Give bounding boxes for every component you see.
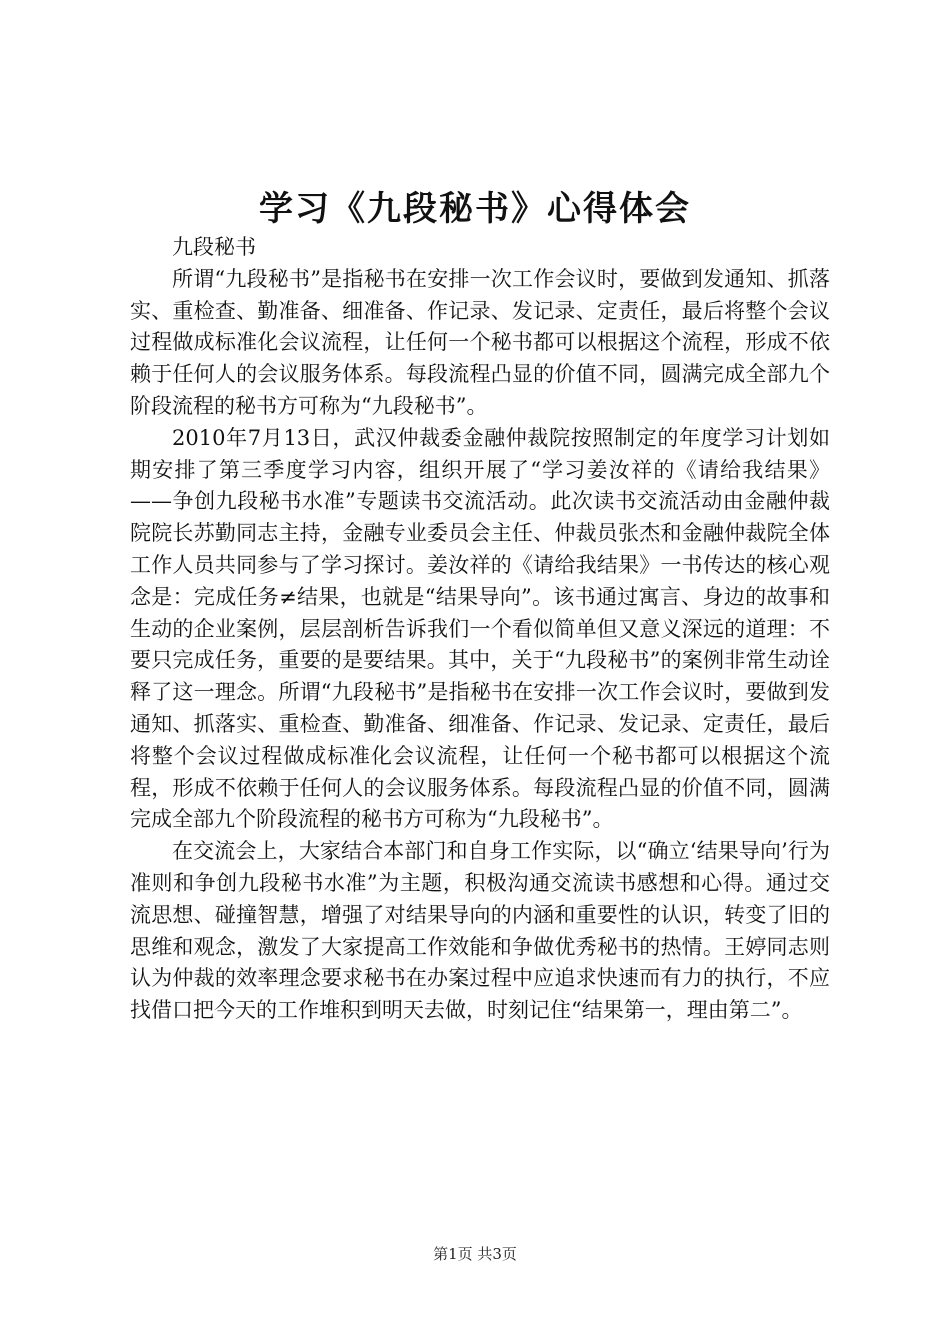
- paragraph-discussion: 在交流会上，大家结合本部门和自身工作实际，以“确立‘结果导向’行为准则和争创九段秘书水准”为主题，积极沟通交流读书感想和心得。通过交流思想、碰撞智慧，增强了对结果导向的内涵和重要性的认识，转变了旧的思维和观念，激发了大家提高工作效能和争做优秀秘书的热情。王婷同志则认为仲裁的效率理念要求秘书在办案过程中应追求快速而有力的执行，不应找借口把今天的工作堆积到明天去做，时刻记住“结果第一，理由第二”。: [130, 839, 830, 1023]
- document-title: 学习《九段秘书》心得体会: [259, 189, 691, 229]
- paragraph-heading: 九段秘书: [172, 235, 256, 259]
- paragraph-definition: 所谓“九段秘书”是指秘书在安排一次工作会议时，要做到发通知、抓落实、重检查、勤准备、细准备、作记录、发记录、定责任，最后将整个会议过程做成标准化会议流程，让任何一个秘书都可以根据这个流程，形成不依赖于任何人的会议服务体系。每段流程凸显的价值不同，圆满完成全部九个阶段流程的秘书方可称为“九段秘书”。: [130, 266, 830, 418]
- page-footer: 第1页 共3页: [433, 1245, 517, 1263]
- paragraph-activity: 2010年7月13日，武汉仲裁委金融仲裁院按照制定的年度学习计划如期安排了第三季度学习内容，组织开展了“学习姜汝祥的《请给我结果》——争创九段秘书水准”专题读书交流活动。此次读书交流活动由金融仲裁院院长苏勤同志主持，金融专业委员会主任、仲裁员张杰和金融仲裁院全体工作人员共同参与了学习探讨。姜汝祥的《请给我结果》一书传达的核心观念是：完成任务≠结果，也就是“结果导向”。该书通过寓言、身边的故事和生动的企业案例，层层剖析告诉我们一个看似简单但又意义深远的道理：不要只完成任务，重要的是要结果。其中，关于“九段秘书”的案例非常生动诠释了这一理念。所谓“九段秘书”是指秘书在安排一次工作会议时，要做到发通知、抓落实、重检查、勤准备、细准备、作记录、发记录、定责任，最后将整个会议过程做成标准化会议流程，让任何一个秘书都可以根据这个流程，形成不依赖于任何人的会议服务体系。每段流程凸显的价值不同，圆满完成全部九个阶段流程的秘书方可称为“九段秘书”。: [130, 425, 830, 832]
- document-body: [130, 232, 830, 1027]
